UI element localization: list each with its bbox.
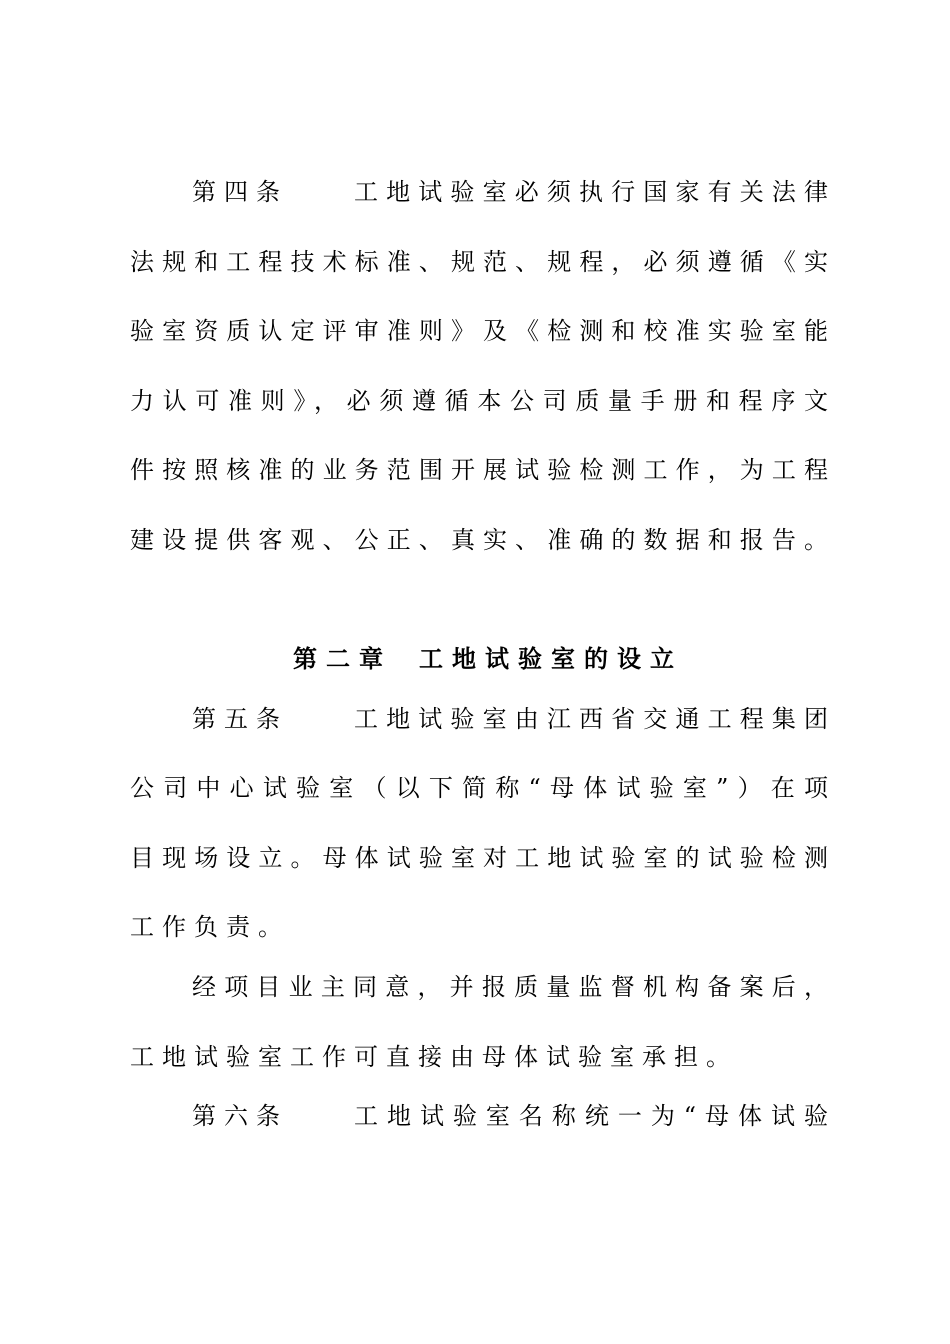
article-5-line-3: 目现场设立。母体试验室对工地试验室的试验检测 (130, 844, 828, 872)
article-6-number: 第六条 (192, 1102, 288, 1130)
article-4-line-2: 法规和工程技术标准、规范、规程，必须遵循《实 (130, 248, 828, 276)
article-4-line-4: 力认可准则》，必须遵循本公司质量手册和程序文 (130, 387, 828, 415)
article-5-line-4: 工作负责。 (130, 913, 290, 941)
chapter-2-heading (293, 642, 683, 676)
article-6-first-line (192, 1099, 828, 1133)
article-4-line-5: 件按照核准的业务范围开展试验检测工作，为工程 (130, 456, 828, 484)
chapter-2-title: 工地试验室的设立 (419, 644, 683, 673)
article-5-first-text: 工地试验室由江西省交通工程集团 (354, 705, 828, 733)
article-5-first-line (192, 702, 828, 736)
article-4-line-6: 建设提供客观、公正、真实、准确的数据和报告。 (130, 526, 828, 554)
consent-paragraph-line-2: 工地试验室工作可直接由母体试验室承担。 (130, 1043, 738, 1071)
chapter-2-number: 第二章 (293, 644, 392, 673)
article-4-number: 第四条 (192, 178, 288, 206)
article-4-first-text: 工地试验室必须执行国家有关法律 (354, 178, 828, 206)
consent-paragraph-line-1: 经项目业主同意，并报质量监督机构备案后， (192, 973, 828, 1001)
article-5-number: 第五条 (192, 705, 288, 733)
article-4-line-3: 验室资质认定评审准则》及《检测和校准实验室能 (130, 317, 828, 345)
article-6-first-text: 工地试验室名称统一为“母体试验 (354, 1102, 828, 1130)
article-4-first-line (192, 175, 828, 209)
article-5-line-2: 公司中心试验室（以下简称“母体试验室”）在项 (130, 774, 828, 802)
